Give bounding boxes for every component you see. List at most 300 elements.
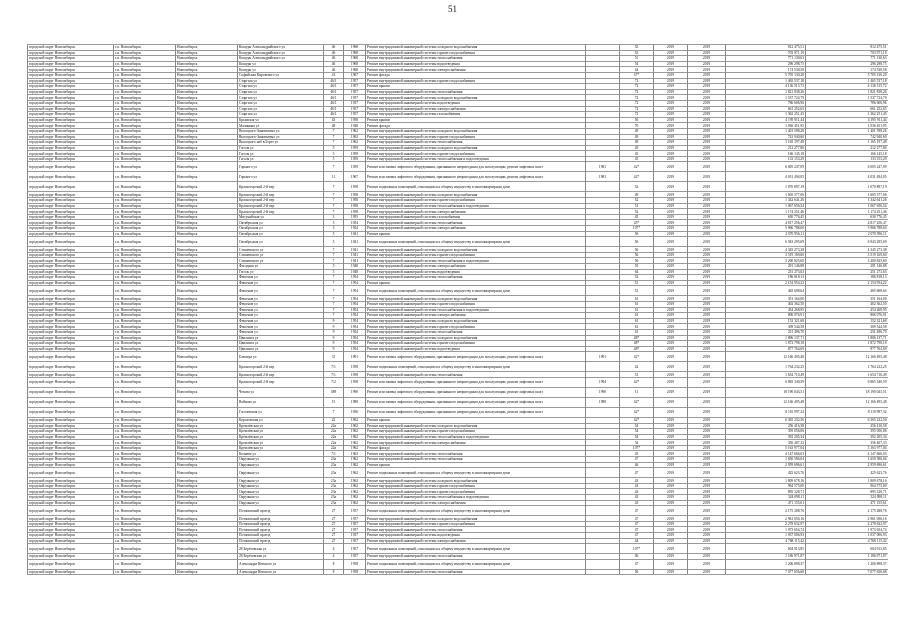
city-cell: Новосибирск [176,569,238,575]
work-type-cell: Ремонт внутридомовой инженерной системы холодного водоснабжения [366,335,586,341]
year-built-cell: 1954 [344,226,366,232]
year-built-cell: 1962 [344,440,366,446]
work-type-cell: Ремонт внутридомовой инженерной системы электроснабжения [366,226,586,232]
settlement-cell: г.п. Новосибирск [114,468,176,478]
total-cost-cell: 2 175 288,76 [806,506,888,516]
city-cell: Новосибирск [176,301,238,307]
settlement-cell: г.п. Новосибирск [114,500,176,506]
table-row [28,569,888,575]
house-cell: 5 [324,269,344,275]
city-cell: Новосибирск [176,192,238,198]
city-cell: Новосибирск [176,214,238,220]
street-cell: Стишевского ул [238,247,324,253]
year-built-cell: 1959 [344,151,366,157]
municipality-cell: городской округ Новосибирск [28,220,114,226]
total-cost-cell: 4 031 494,05 [806,172,888,182]
work-type-cell: Ремонт подвальных помещений, относящихся к общему имуществу в многоквартирном доме [366,544,586,554]
municipality-cell: городской округ Новосибирск [28,78,114,84]
settlement-cell: г.п. Новосибирск [114,78,176,84]
term-cell: 52 [620,209,654,215]
cost-cell: 2 154 954,22 [726,280,806,286]
total-cost-cell: 1 342 641,26 [806,198,888,204]
municipality-cell: городской округ Новосибирск [28,335,114,341]
cost-cell: 1 806 137,71 [726,335,806,341]
start-year-cell: 2019 [654,468,688,478]
settlement-cell: г.п. Новосибирск [114,506,176,516]
settlement-cell: г.п. Новосибирск [114,521,176,527]
year-built-cell: 1957 [344,78,366,84]
settlement-cell: г.п. Новосибирск [114,335,176,341]
house-cell: 7 [324,275,344,281]
settlement-cell: г.п. Новосибирск [114,226,176,232]
end-year-cell: 2019 [688,434,726,440]
year-built-cell: 1962 [344,434,366,440]
work-type-cell: Ремонт крыши [366,462,586,468]
table-row [28,559,888,569]
municipality-cell: городской округ Новосибирск [28,533,114,539]
start-year-cell: 2019 [654,220,688,226]
year-built-cell: 1958 [344,117,366,123]
house-cell: 3 [324,226,344,232]
end-year-cell: 2019 [688,61,726,67]
work-type-cell: Ремонт внутридомовой инженерной системы водоотведения [366,346,586,352]
settlement-cell: г.п. Новосибирск [114,247,176,253]
term-cell: 107* [620,445,654,451]
work-type-cell: Ремонт внутридомовой инженерной системы электроснабжения [366,209,586,215]
table-row [28,182,888,192]
term-cell: 107* [620,544,654,554]
city-cell: Новосибирск [176,140,238,146]
work-type-cell: Ремонт внутридомовой инженерной системы теплоснабжения [366,554,586,560]
city-cell: Новосибирск [176,209,238,215]
year-built-cell: 1954 [344,341,366,347]
cost-cell: 742 940,60 [726,134,806,140]
total-cost-cell: 4 817 256,47 [806,220,888,226]
work-type-cell: Ремонт внутридомовой инженерной системы горячего водоснабжения [366,429,586,435]
cost-cell: 1 654 710,49 [726,372,806,378]
work-type-cell: Ремонт внутридомовой инженерной системы теплоснабжения [366,329,586,335]
year-built-cell: 1959 [344,156,366,162]
house-cell: 23а [324,489,344,495]
work-type-cell: Ремонт или замена лифтового оборудования, признанного непригодным для эксплуатации, ремонт лифтовых шахт [366,387,586,397]
street-cell: Кошурн ул [238,61,324,67]
start-year-cell: 2019 [654,106,688,112]
work-type-cell: Ремонт внутридомовой инженерной системы электроснабжения [366,264,586,270]
city-cell: Новосибирск [176,516,238,522]
house-cell: 46 [324,50,344,56]
work-type-cell: Ремонт внутридомовой инженерной системы теплоснабжения и водоотведения [366,434,586,440]
end-year-cell: 2019 [688,145,726,151]
cost-cell: 12 166 495,48 [726,397,806,407]
term-cell: 55 [620,264,654,270]
cost-cell: 604 913,85 [726,544,806,554]
street-cell: Цвилинга ул [238,335,324,341]
house-cell: 46/1 [324,100,344,106]
cost-cell: 895 328,71 [726,489,806,495]
year-built-cell: 1958 [344,182,366,192]
year-built-cell: 1968 [344,61,366,67]
city-cell: Новосибирск [176,220,238,226]
year-built-cell: 1954 [344,280,366,286]
municipality-cell: городской округ Новосибирск [28,417,114,423]
city-cell: Новосибирск [176,269,238,275]
settlement-cell: г.п. Новосибирск [114,483,176,489]
city-cell: Новосибирск [176,440,238,446]
total-cost-cell: 6 943 295,69 [806,237,888,247]
year-built-cell: 1962 [344,462,366,468]
street-cell: Красногорский 2-й пер [238,209,324,215]
end-year-cell: 2019 [688,346,726,352]
municipality-cell: городской округ Новосибирск [28,559,114,569]
municipality-cell: городской округ Новосибирск [28,198,114,204]
total-cost-cell: 166 145,18 [806,151,888,157]
settlement-cell: г.п. Новосибирск [114,162,176,172]
total-cost-cell: 2 278 632,97 [806,521,888,527]
cost-cell: 351 164,00 [726,296,806,302]
street-cell: Кошурн Александрийского ул [238,50,324,56]
city-cell: Новосибирск [176,559,238,569]
year-built-cell: 1968 [344,50,366,56]
cost-cell: 186 818,13 [726,275,806,281]
total-cost-cell: 5 966 788,60 [806,226,888,232]
year-built-cell: 1962 [344,457,366,463]
work-type-cell: Ремонт внутридомовой инженерной системы теплоснабжения и водоотведения [366,258,586,264]
municipality-cell: городской округ Новосибирск [28,387,114,397]
year-built-cell: 1962 [344,429,366,435]
street-cell: Потаповский проезд [238,521,324,527]
end-year-cell: 2019 [688,468,726,478]
year-built-cell: 1962 [344,134,366,140]
start-year-cell: 2019 [654,329,688,335]
street-cell: Кремлёвская ул [238,445,324,451]
work-type-cell: Ремонт внутридомовой инженерной системы теплоснабжения и водоотведения [366,203,586,209]
lift-year-cell [586,182,620,192]
cost-cell: 2 278 632,97 [726,521,806,527]
work-type-cell: Ремонт внутридомовой инженерной системы теплоснабжения [366,569,586,575]
work-type-cell: Ремонт внутридомовой инженерной системы холодного водоснабжения [366,192,586,198]
municipality-cell: городской округ Новосибирск [28,296,114,302]
total-cost-cell: 465 608,64 [806,286,888,296]
street-cell: Гоголя ул [238,156,324,162]
municipality-cell: городской округ Новосибирск [28,538,114,544]
term-cell: 72 [620,106,654,112]
work-type-cell: Ремонт внутридомовой инженерной системы холодного водоснабжения [366,423,586,429]
settlement-cell: г.п. Новосибирск [114,67,176,73]
cost-cell: 296 298,75 [726,61,806,67]
street-cell: Высоцкого-Зиновьевых ул [238,134,324,140]
cost-cell: 6 365 232,56 [726,417,806,423]
work-type-cell: Ремонт или замена лифтового оборудования, признанного непригодным для эксплуатации, ремонт лифтовых шахт [366,397,586,407]
house-cell: 8 [324,559,344,569]
total-cost-cell: 1 872 798,18 [806,341,888,347]
term-cell: 45* [620,220,654,226]
term-cell: 107* [620,226,654,232]
street-cell: Фешенов ул [238,296,324,302]
work-type-cell: Ремонт внутридомовой инженерной системы теплоснабжения [366,527,586,533]
municipality-cell: городской округ Новосибирск [28,252,114,258]
term-cell: 42* [620,352,654,362]
total-cost-cell: 1 764 232,25 [806,362,888,372]
settlement-cell: г.п. Новосибирск [114,45,176,51]
house-cell: 7/1 [324,362,344,372]
year-built-cell: 1957 [344,89,366,95]
street-cell: Гоголь ул [238,269,324,275]
city-cell: Новосибирск [176,500,238,506]
work-type-cell: Ремонт подвальных помещений, относящихся к общему имуществу в многоквартирном доме [366,362,586,372]
cost-cell: 1 362 251,45 [726,112,806,118]
work-type-cell: Ремонт внутридомовой инженерной системы электроснабжения [366,500,586,506]
end-year-cell: 2019 [688,296,726,302]
start-year-cell: 2019 [654,140,688,146]
start-year-cell: 2019 [654,151,688,157]
house-cell: 46/1 [324,84,344,90]
start-year-cell: 2019 [654,500,688,506]
start-year-cell: 2019 [654,301,688,307]
year-built-cell: 1962 [344,500,366,506]
city-cell: Новосибирск [176,434,238,440]
street-cell: Красногорский 2-й пер [238,377,324,387]
city-cell: Новосибирск [176,362,238,372]
cost-cell: 251 496,70 [726,329,806,335]
settlement-cell: г.п. Новосибирск [114,554,176,560]
work-type-cell: Ремонт внутридомовой инженерной системы газоснабжения [366,112,586,118]
cost-cell: 877 764,69 [726,346,806,352]
year-built-cell: 1957 [344,84,366,90]
city-cell: Новосибирск [176,417,238,423]
municipality-cell: городской округ Новосибирск [28,423,114,429]
year-built-cell: 1958 [344,203,366,209]
term-cell: 42 [620,362,654,372]
start-year-cell: 2019 [654,407,688,417]
total-cost-cell: 296 298,75 [806,61,888,67]
term-cell: 72 [620,78,654,84]
total-cost-cell: 1 650 586,04 [806,457,888,463]
term-cell: 43 [620,500,654,506]
term-cell: 47 [620,457,654,463]
term-cell: 49 [620,128,654,134]
work-type-cell: Ремонт или замена лифтового оборудования, признанного непригодным для эксплуатации, ремонт лифтовых шахт [366,377,586,387]
year-built-cell: 1962 [344,140,366,146]
start-year-cell: 2019 [654,569,688,575]
city-cell: Новосибирск [176,95,238,101]
city-cell: Новосибирск [176,495,238,501]
year-built-cell: 1968 [344,56,366,62]
street-cell: Цвилинга ул [238,346,324,352]
cost-cell: 1 174 251,46 [726,209,806,215]
start-year-cell: 2019 [654,417,688,423]
street-cell: Софийская Кировского ул [238,72,324,78]
term-cell: 43 [620,478,654,484]
term-cell: 42* [620,377,654,387]
house-cell: 27 [324,538,344,544]
house-cell: 22а [324,440,344,446]
cost-cell: 1 186 971,87 [726,554,806,560]
municipality-cell: городской округ Новосибирск [28,56,114,62]
street-cell: Красногорский 2-й пер [238,372,324,378]
city-cell: Новосибирск [176,134,238,140]
cost-cell: 703 971,19 [726,50,806,56]
year-built-cell: 1954 [344,296,366,302]
start-year-cell: 2019 [654,377,688,387]
cost-cell: 1 070 897,19 [726,182,806,192]
street-cell: Стишевского ул [238,258,324,264]
end-year-cell: 2019 [688,462,726,468]
end-year-cell: 2019 [688,559,726,569]
city-cell: Новосибирск [176,172,238,182]
total-cost-cell: 5 163 977,04 [806,445,888,451]
year-built-cell: 1948 [344,264,366,270]
street-cell: Потаповский проезд [238,533,324,539]
cost-cell: 356 407,33 [726,440,806,446]
work-type-cell: Ремонт крыши [366,417,586,423]
term-cell: 52 [620,198,654,204]
work-type-cell: Ремонт внутридомовой инженерной системы горячего водоснабжения [366,198,586,204]
cost-cell: 324 098,11 [726,495,806,501]
settlement-cell: г.п. Новосибирск [114,544,176,554]
term-cell: 49 [620,192,654,198]
start-year-cell: 2019 [654,172,688,182]
city-cell: Новосибирск [176,457,238,463]
work-type-cell: Ремонт внутридомовой инженерной системы горячего водоснабжения [366,489,586,495]
year-built-cell: 1956 [344,407,366,417]
street-cell: Гоголевская ул [238,407,324,417]
year-built-cell: 1990 [344,387,366,397]
house-cell: 9 [324,318,344,324]
settlement-cell: г.п. Новосибирск [114,495,176,501]
house-cell: 9 [324,324,344,330]
end-year-cell: 2019 [688,100,726,106]
settlement-cell: г.п. Новосибирск [114,237,176,247]
work-type-cell: Ремонт внутридомовой инженерной системы горячего водоснабжения [366,483,586,489]
city-cell: Новосибирск [176,341,238,347]
house-cell: 46 [324,56,344,62]
city-cell: Новосибирск [176,112,238,118]
house-cell: 5 [324,237,344,247]
municipality-cell: городской округ Новосибирск [28,372,114,378]
municipality-cell: городской округ Новосибирск [28,95,114,101]
municipality-cell: городской округ Новосибирск [28,506,114,516]
street-cell: Окружная ул [238,489,324,495]
settlement-cell: г.п. Новосибирск [114,462,176,468]
end-year-cell: 2019 [688,56,726,62]
end-year-cell: 2019 [688,516,726,522]
term-cell: 47 [620,468,654,478]
city-cell: Новосибирск [176,89,238,95]
municipality-cell: городской округ Новосибирск [28,123,114,129]
start-year-cell: 2019 [654,489,688,495]
lift-year-cell [586,569,620,575]
start-year-cell: 2019 [654,527,688,533]
cost-cell: 964 575,00 [726,483,806,489]
start-year-cell: 2019 [654,506,688,516]
year-built-cell: 1954 [344,275,366,281]
work-type-cell: Ремонт подвальных помещений, относящихся к общему имуществу в многоквартирном доме [366,559,586,569]
settlement-cell: г.п. Новосибирск [114,372,176,378]
cost-cell: 251 273,63 [726,269,806,275]
work-type-cell: Ремонт внутридомовой инженерной системы теплоснабжения [366,457,586,463]
street-cell: Окружная ул [238,500,324,506]
settlement-cell: г.п. Новосибирск [114,192,176,198]
house-cell: 3 [324,214,344,220]
work-type-cell: Ремонт фасада [366,72,586,78]
street-cell: Фешенов ул [238,301,324,307]
table-row [28,286,888,296]
house-cell: 7 [324,203,344,209]
year-built-cell: 1957 [344,544,366,554]
street-cell: Кошурн Александрийского ул [238,45,324,51]
city-cell: Новосибирск [176,123,238,129]
cost-cell: 4 147 666,03 [726,451,806,457]
cost-cell: 5 705 130,20 [726,72,806,78]
year-built-cell: 1954 [344,329,366,335]
term-cell: 47 [620,516,654,522]
municipality-cell: городской округ Новосибирск [28,483,114,489]
start-year-cell: 2019 [654,335,688,341]
house-cell: 7 [324,258,344,264]
settlement-cell: г.п. Новосибирск [114,451,176,457]
settlement-cell: г.п. Новосибирск [114,198,176,204]
house-cell: 7 [324,192,344,198]
cost-cell: 133 153,29 [726,156,806,162]
year-built-cell: 1958 [344,209,366,215]
table-row [28,387,888,397]
total-cost-cell: 425 623,76 [806,468,888,478]
work-type-cell: Ремонт внутридомовой инженерной системы холодного водоснабжения [366,296,586,302]
start-year-cell: 2019 [654,226,688,232]
term-cell: 11 [620,387,654,397]
total-cost-cell: 1 362 251,45 [806,112,888,118]
street-cell: Чехова ул [238,387,324,397]
year-built-cell: 1957 [344,554,366,560]
total-cost-cell: 604 913,85 [806,544,888,554]
start-year-cell: 2019 [654,533,688,539]
start-year-cell: 2019 [654,117,688,123]
term-cell: 51 [620,286,654,296]
total-cost-cell: 703 971,19 [806,50,888,56]
house-cell: 7 [324,280,344,286]
city-cell: Новосибирск [176,318,238,324]
settlement-cell: г.п. Новосибирск [114,417,176,423]
work-type-cell: Ремонт крыши [366,117,586,123]
start-year-cell: 2019 [654,440,688,446]
end-year-cell: 2019 [688,489,726,495]
lift-year-cell [586,506,620,516]
end-year-cell: 2019 [688,182,726,192]
end-year-cell: 2019 [688,352,726,362]
total-cost-cell: 2 070 956,11 [806,231,888,237]
cost-cell: 12 166 495,48 [726,352,806,362]
term-cell: 45 [620,451,654,457]
street-cell: Фасадная ул [238,264,324,270]
city-cell: Новосибирск [176,423,238,429]
street-cell: Блюхера ул [238,352,324,362]
settlement-cell: г.п. Новосибирск [114,397,176,407]
work-type-cell: Ремонт крыши [366,231,586,237]
municipality-cell: городской округ Новосибирск [28,468,114,478]
cost-cell: 212 277,86 [726,145,806,151]
year-built-cell: 1962 [344,423,366,429]
city-cell: Новосибирск [176,72,238,78]
start-year-cell: 2019 [654,258,688,264]
house-cell: 15 [324,397,344,407]
lift-year-cell [586,237,620,247]
city-cell: Новосибирск [176,145,238,151]
settlement-cell: г.п. Новосибирск [114,341,176,347]
city-cell: Новосибирск [176,162,238,172]
settlement-cell: г.п. Новосибирск [114,56,176,62]
total-cost-cell: 1 605 577,06 [806,192,888,198]
settlement-cell: г.п. Новосибирск [114,301,176,307]
